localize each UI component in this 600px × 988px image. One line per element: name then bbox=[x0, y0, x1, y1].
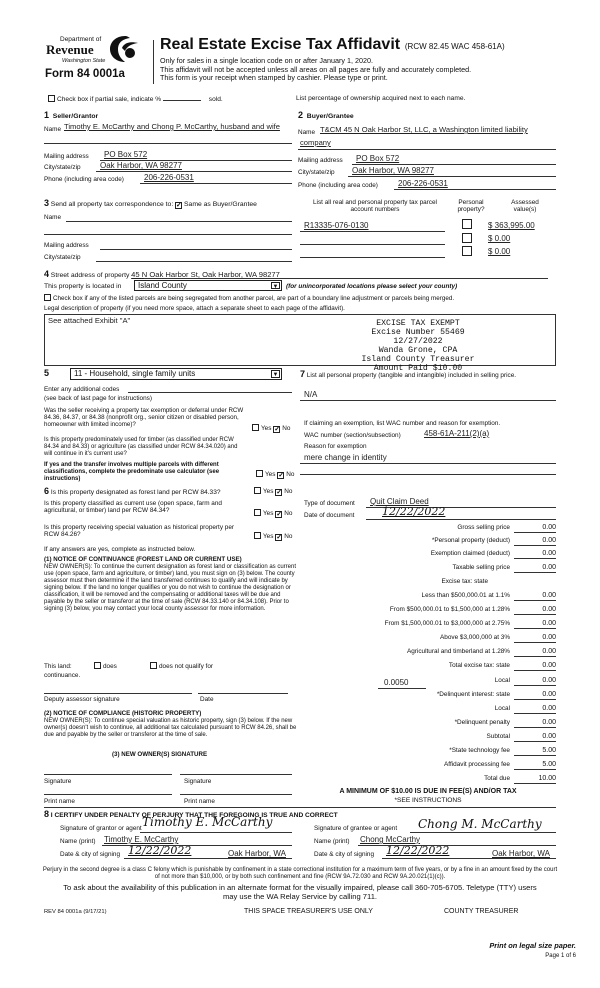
rcw-reference: (RCW 82.45 WAC 458-61A) bbox=[404, 42, 505, 51]
deputy-signature-label: Deputy assessor signature bbox=[44, 696, 120, 703]
timber-yes-checkbox[interactable] bbox=[256, 470, 263, 477]
grantee-name[interactable]: Chong McCarthy bbox=[360, 835, 421, 844]
wac-number[interactable]: 458-61A-211(2)(a) bbox=[424, 429, 490, 438]
land-use-select[interactable] bbox=[70, 368, 282, 380]
notice-compliance-body: NEW OWNER(S): To continue special valuation as historic property, sign (3) below. If the new owner(s) doesn't wish to continue, all additional tax calculated pursuant to RCW 84.26, shall be due and payable by the seller or transferor at the time of sale. bbox=[44, 718, 297, 739]
dept-line1: Department of bbox=[60, 36, 102, 43]
doc-date-label: Date of document bbox=[304, 512, 355, 519]
seller-mailing-label: Mailing address bbox=[44, 153, 89, 160]
parcel-number-1[interactable]: R13335-076-0130 bbox=[304, 221, 369, 230]
forest-yes-no: Yes ✓ No bbox=[254, 487, 292, 496]
grantee-name-label: Name (print) bbox=[314, 838, 350, 845]
buyer-name-2[interactable]: company bbox=[300, 138, 331, 147]
segregated-row: Check box if any of the listed parcels are being segregated from another parcel, are part of a boundary line adjustment or parcels being merged. bbox=[44, 294, 454, 302]
tax-row-subtotal: Subtotal 0.00 bbox=[298, 733, 556, 742]
county-select[interactable] bbox=[134, 280, 282, 291]
owner-print-label-1: Print name bbox=[44, 798, 75, 805]
seller-heading: 1 Seller/Grantor bbox=[44, 110, 99, 120]
gross-selling-price[interactable]: 0.00 bbox=[514, 524, 556, 533]
additional-codes-note: (see back of last page for instructions) bbox=[44, 395, 152, 402]
timber-yes-no: Yes ✓ No bbox=[256, 470, 294, 479]
historic-yes-no: Yes ✓ No bbox=[254, 532, 292, 541]
chevron-down-icon[interactable]: ▼ bbox=[272, 284, 279, 290]
correspondence-heading: 3 Send all property tax correspondence to: ✓ Same as Buyer/Grantee bbox=[44, 198, 257, 209]
owner-print-label-2: Print name bbox=[184, 798, 215, 805]
header-note-1: Only for sales in a single location code on or after January 1, 2020. bbox=[160, 56, 373, 66]
treasurer-use: THIS SPACE TREASURER'S USE ONLY bbox=[244, 908, 373, 915]
county-value: Island County bbox=[138, 281, 187, 290]
current-use-yes-no: Yes ✓ No bbox=[254, 509, 292, 518]
seller-phone[interactable]: 206-226-0531 bbox=[144, 173, 194, 182]
tech-fee-value[interactable]: 5.00 bbox=[514, 747, 556, 756]
corr-city-field[interactable] bbox=[96, 261, 292, 262]
local-rate: 0.0050 bbox=[384, 678, 409, 687]
tax-row-personal: *Personal property (deduct) 0.00 bbox=[298, 537, 556, 546]
this-land-label: This land: bbox=[44, 663, 72, 670]
corr-name-field[interactable] bbox=[66, 221, 292, 222]
header-note-2: This affidavit will not be accepted unless all areas on all pages are fully and accurately completed. bbox=[160, 64, 472, 74]
seller-mailing[interactable]: PO Box 572 bbox=[104, 150, 148, 159]
legal-label: Legal description of property (if you need more space, attach a separate sheet to each page of the affidavit). bbox=[44, 305, 345, 312]
county-treasurer: COUNTY TREASURER bbox=[444, 908, 519, 915]
personal-col-header: Personal property? bbox=[457, 199, 485, 214]
timber-question: Is this property predominately used for timber (as classified under RCW 84.34 and 84.33) or agriculture (as classified under RCW 84.34.020) and will continue in it's current use? bbox=[44, 437, 238, 457]
buyer-name-label: Name bbox=[298, 129, 316, 136]
local-int-value[interactable]: 0.00 bbox=[514, 705, 556, 714]
grantor-date-label: Date & city of signing bbox=[60, 851, 121, 858]
tax-row-processing-fee: Affidavit processing fee 5.00 bbox=[298, 761, 556, 770]
chevron-down-icon[interactable]: ▼ bbox=[272, 372, 279, 378]
bracket1-value[interactable]: 0.00 bbox=[514, 592, 556, 601]
historic-yes-checkbox[interactable] bbox=[254, 532, 261, 539]
assessed-col-header: Assessed value(s) bbox=[511, 199, 539, 214]
dept-line3: Washington State bbox=[62, 58, 106, 64]
current-use-no-checkbox[interactable] bbox=[275, 511, 282, 518]
corr-mailing-field[interactable] bbox=[100, 249, 292, 250]
notice-continuance-body: NEW OWNER(S): To continue the current designation as forest land or classification as current use (open space, farm and agriculture, or timber) land, you must sign on (3) below. The county assessor must then determine if the land transferred continues to qualify and will indicate by signing below. If the land no longer qualifies or you do not wish to continue the designation or classification, it will be removed and the compensating or additional taxes will be due and payable by the seller or transferor at the time of sale (RCW 84.33.140 or 84.34.108). Prior to signing (3) below, you may contact your local county assessor for more information. bbox=[44, 564, 296, 613]
tax-row-local-int: Local 0.00 bbox=[298, 705, 556, 714]
processing-fee-value[interactable]: 5.00 bbox=[514, 761, 556, 770]
additional-codes-label: Enter any additional codes bbox=[44, 386, 120, 393]
located-label: This property is located in bbox=[44, 283, 122, 290]
ownership-note: List percentage of ownership acquired next to each name. bbox=[296, 95, 466, 102]
subtotal-value[interactable]: 0.00 bbox=[514, 733, 556, 742]
street-address[interactable]: 45 N Oak Harbor St, Oak Harbor, WA 98277 bbox=[131, 270, 280, 279]
exemption-no-checkbox[interactable] bbox=[273, 426, 280, 433]
total-state-value[interactable]: 0.00 bbox=[514, 662, 556, 671]
bracket4-value[interactable]: 0.00 bbox=[514, 634, 556, 643]
tax-row-agri: Agricultural and timberland at 1.28% 0.00 bbox=[298, 648, 556, 657]
tax-row-delinquent-int: *Delinquent interest: state 0.00 bbox=[298, 691, 556, 700]
dept-line2: Revenue bbox=[46, 42, 94, 57]
form-title: Real Estate Excise Tax Affidavit bbox=[160, 36, 401, 53]
tax-row-local: Local 0.00 bbox=[298, 677, 556, 686]
seller-name[interactable]: Timothy E. McCarthy and Chong P. McCarthy, husband and wife bbox=[64, 122, 280, 131]
exemption-yes-checkbox[interactable] bbox=[252, 424, 259, 431]
assessed-value-1[interactable]: $ 363,995.00 bbox=[488, 221, 535, 230]
tax-row-total-state: Total excise tax: state 0.00 bbox=[298, 662, 556, 671]
timber-no-checkbox[interactable] bbox=[277, 472, 284, 479]
tax-row-bracket4: Above $3,000,000 at 3% 0.00 bbox=[298, 634, 556, 643]
seller-city-label: City/state/zip bbox=[44, 164, 81, 171]
deputy-date-label: Date bbox=[200, 696, 214, 703]
dor-emblem-icon bbox=[108, 34, 142, 64]
tax-row-penalty: *Delinquent penalty 0.00 bbox=[298, 719, 556, 728]
does-not-checkbox[interactable] bbox=[150, 662, 157, 669]
section7-text: 7 List all personal property (tangible and intangible) included in selling price. bbox=[300, 369, 517, 379]
grantee-date-label: Date & city of signing bbox=[314, 851, 375, 858]
grantee-signature[interactable]: Chong M. McCarthy bbox=[418, 817, 542, 831]
does-option: does bbox=[94, 662, 117, 670]
tax-row-tech-fee: *State technology fee 5.00 bbox=[298, 747, 556, 756]
seller-city[interactable]: Oak Harbor, WA 98277 bbox=[100, 161, 182, 170]
partial-pct-field[interactable] bbox=[163, 100, 201, 101]
title-block bbox=[160, 36, 580, 82]
local-value[interactable]: 0.00 bbox=[514, 677, 556, 686]
buyer-city[interactable]: Oak Harbor, WA 98277 bbox=[352, 166, 434, 175]
perjury-notice: Perjury in the second degree is a class C felony which is punishable by confinement in a state correctional institution for a maximum term of five years, or by a fine in an amount fixed by the court of not more than $10,000, or by both such confinement and fine (RCW 9A.72.030 and RCW 9A.20.021(1)(c)). bbox=[42, 867, 558, 880]
owner-signature-label-1: Signature bbox=[44, 778, 72, 785]
grantor-date[interactable]: 12/22/2022 bbox=[128, 844, 192, 857]
doc-type-value[interactable]: Quit Claim Deed bbox=[370, 497, 429, 506]
tax-row-total-due: Total due 10.00 bbox=[298, 775, 556, 784]
unincorporated-note: (for unincorporated locations please select your county) bbox=[286, 283, 458, 290]
seller-name-label: Name bbox=[44, 126, 62, 133]
header-note-3: This form is your receipt when stamped by cashier. Please type or print. bbox=[160, 72, 388, 82]
timber-question-b: If yes and the transfer involves multiple parcels with different classifications, complete the predominate use calculator (see instructions) bbox=[44, 462, 220, 482]
personal-property-value[interactable]: N/A bbox=[304, 390, 318, 399]
exemption-question: Was the seller receiving a property tax exemption or deferral under RCW 84.36, 84.37, or 84.38 (nonprofit org., senior citizen or disabled person, homeowner with limited income)? bbox=[44, 407, 244, 429]
notice-continuance-heading: (1) NOTICE OF CONTINUANCE (FOREST LAND OR CURRENT USE) bbox=[44, 556, 242, 563]
corr-name-label: Name bbox=[44, 214, 62, 221]
doc-type-label: Type of document bbox=[304, 500, 355, 507]
assessed-value-2[interactable]: $ 0.00 bbox=[488, 234, 511, 243]
tax-row-bracket2: From $500,000.01 to $1,500,000 at 1.28% 0.00 bbox=[298, 606, 556, 615]
buyer-mailing-label: Mailing address bbox=[298, 157, 343, 164]
taxable-price[interactable]: 0.00 bbox=[514, 564, 556, 573]
historic-no-checkbox[interactable] bbox=[275, 534, 282, 541]
reason-value[interactable]: mere change in identity bbox=[304, 453, 387, 462]
does-not-option: does not qualify for bbox=[150, 662, 213, 670]
dor-logo bbox=[40, 36, 150, 88]
total-due-value[interactable]: 10.00 bbox=[514, 775, 556, 784]
grantee-city[interactable]: Oak Harbor, WA bbox=[492, 849, 550, 858]
bracket3-value[interactable]: 0.00 bbox=[514, 620, 556, 629]
tax-row-exemption: Exemption claimed (deduct) 0.00 bbox=[298, 550, 556, 559]
forest-no-checkbox[interactable] bbox=[275, 489, 282, 496]
exempt-stamp: EXCISE TAX EXEMPT Excise Number 55469 12/27/2022 Wanda Grone, CPA Island County Treasurer Amount Paid $10.00 bbox=[361, 319, 475, 374]
bracket2-value[interactable]: 0.00 bbox=[514, 606, 556, 615]
exempt-label: If claiming an exemption, list WAC number and reason for exemption. bbox=[304, 420, 501, 427]
segregated-checkbox[interactable] bbox=[44, 294, 51, 301]
wac-label: WAC number (section/subsection) bbox=[304, 432, 401, 439]
historic-question: Is this property receiving special valuation as historical property per RCW 84.26? bbox=[44, 524, 235, 539]
penalty-value[interactable]: 0.00 bbox=[514, 719, 556, 728]
notice-compliance-heading: (2) NOTICE OF COMPLIANCE (HISTORIC PROPERTY) bbox=[44, 710, 202, 717]
reason-label: Reason for exemption bbox=[304, 443, 367, 450]
grantor-sig-label: Signature of grantor or agent bbox=[60, 825, 142, 832]
header-divider bbox=[153, 40, 154, 84]
seller-phone-label: Phone (including area code) bbox=[44, 176, 124, 183]
grantor-name[interactable]: Timothy E. McCarthy bbox=[104, 835, 179, 844]
parcel-col-header: List all real and personal property tax parcel account numbers bbox=[313, 199, 437, 214]
exemption-yes-no: Yes ✓ No bbox=[252, 424, 290, 433]
same-as-buyer-checkbox[interactable] bbox=[175, 202, 182, 209]
new-owner-sig-heading: (3) NEW OWNER(S) SIGNATURE bbox=[112, 751, 208, 758]
does-checkbox[interactable] bbox=[94, 662, 101, 669]
current-use-question: Is this property classified as current use (open space, farm and agricultural, or timber) land per RCW 84.34? bbox=[44, 500, 222, 515]
continuance-label: continuance. bbox=[44, 672, 81, 679]
corr-city-label: City/state/zip bbox=[44, 254, 81, 261]
partial-sold-label: sold. bbox=[208, 96, 223, 103]
assessed-value-3[interactable]: $ 0.00 bbox=[488, 247, 511, 256]
grantor-signature[interactable]: Timothy E. McCarthy bbox=[142, 815, 273, 829]
personal-property-checkbox-3[interactable] bbox=[462, 246, 472, 256]
personal-property-checkbox-2[interactable] bbox=[462, 233, 472, 243]
grantee-sig-label: Signature of grantee or agent bbox=[314, 825, 398, 832]
grantor-city[interactable]: Oak Harbor, WA bbox=[228, 849, 286, 858]
buyer-city-label: City/state/zip bbox=[298, 169, 335, 176]
partial-sale-checkbox[interactable] bbox=[48, 95, 55, 102]
forest-yes-checkbox[interactable] bbox=[254, 487, 261, 494]
tax-row-bracket1: Less than $500,000.01 at 1.1% 0.00 bbox=[298, 592, 556, 601]
buyer-heading: 2 Buyer/Grantee bbox=[298, 110, 354, 120]
forest-question: 6 Is this property designated as forest land per RCW 84.33? bbox=[44, 486, 221, 496]
exemption-deduct[interactable]: 0.00 bbox=[514, 550, 556, 559]
additional-codes-field[interactable] bbox=[128, 392, 292, 393]
tax-row-taxable: Taxable selling price 0.00 bbox=[298, 564, 556, 573]
page-number: Page 1 of 6 bbox=[545, 953, 576, 959]
form-number: Form 84 0001a bbox=[45, 68, 125, 80]
legal-paper-note: Print on legal size paper. bbox=[489, 941, 576, 950]
rev-number: REV 84 0001a (9/17/21) bbox=[44, 909, 107, 915]
buyer-mailing[interactable]: PO Box 572 bbox=[356, 154, 400, 163]
personal-deduct[interactable]: 0.00 bbox=[514, 537, 556, 546]
legal-description: See attached Exhibit "A" bbox=[48, 316, 131, 325]
partial-sale-label: Check box if partial sale, indicate % bbox=[57, 96, 162, 103]
buyer-name[interactable]: T&CM 45 N Oak Harbor St, LLC, a Washington limited liability bbox=[320, 125, 528, 134]
see-instructions: *SEE INSTRUCTIONS bbox=[394, 797, 462, 804]
street-row: 4 Street address of property 45 N Oak Harbor St, Oak Harbor, WA 98277 bbox=[44, 269, 280, 279]
current-use-yes-checkbox[interactable] bbox=[254, 509, 261, 516]
tax-row-gross: Gross selling price 0.00 bbox=[298, 524, 556, 533]
section5-num: 5 bbox=[44, 368, 50, 378]
tax-row-state-heading: Excise tax: state bbox=[441, 578, 488, 585]
delinquent-int-value[interactable]: 0.00 bbox=[514, 691, 556, 700]
certify-row: 8 I CERTIFY UNDER PENALTY OF PERJURY THAT THE FOREGOING IS TRUE AND CORRECT bbox=[44, 809, 338, 819]
agri-value[interactable]: 0.00 bbox=[514, 648, 556, 657]
grantee-date[interactable]: 12/22/2022 bbox=[386, 844, 450, 857]
minimum-notice: A MINIMUM OF $10.00 IS DUE IN FEE(S) AND/OR TAX bbox=[339, 788, 517, 795]
doc-date-value[interactable]: 12/22/2022 bbox=[382, 505, 446, 518]
buyer-phone-label: Phone (including area code) bbox=[298, 182, 378, 189]
answers-note: If any answers are yes, complete as instructed below. bbox=[44, 546, 196, 553]
owner-signature-label-2: Signature bbox=[184, 778, 212, 785]
partial-sale-row bbox=[48, 95, 223, 104]
alternate-format-notice: To ask about the availability of this publication in an alternate format for the visually impaired, please call 360-705-6705. Teletype (TTY) users may use the WA Relay Service by calling 711. bbox=[63, 883, 537, 901]
land-use-value: 11 - Household, single family units bbox=[74, 369, 196, 378]
tax-row-bracket3: From $1,500,000.01 to $3,000,000 at 2.75% 0.00 bbox=[298, 620, 556, 629]
personal-property-checkbox-1[interactable] bbox=[462, 219, 472, 229]
grantor-name-label: Name (print) bbox=[60, 838, 96, 845]
corr-mailing-label: Mailing address bbox=[44, 242, 89, 249]
buyer-phone[interactable]: 206-226-0531 bbox=[398, 179, 448, 188]
